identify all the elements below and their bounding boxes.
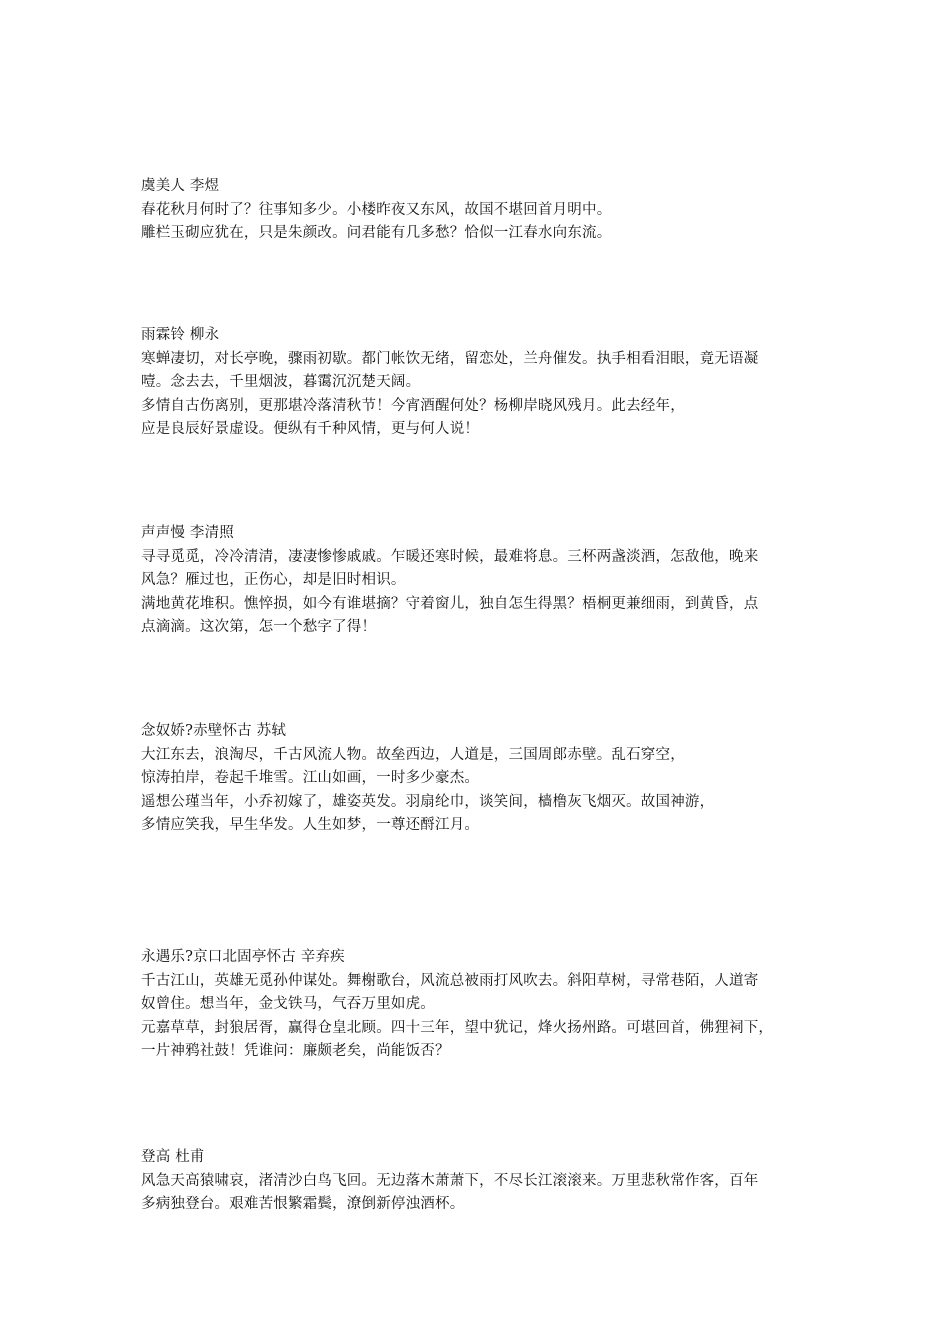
poem-line: 满地黄花堆积。憔悴损，如今有谁堪摘？守着窗儿，独自怎生得黑？梧桐更兼细雨，到黄昏，点 [141,595,759,612]
poem-block [141,1146,813,1217]
poem-title: 雨霖铃 柳永 [141,327,220,343]
poem-line: 遥想公瑾当年，小乔初嫁了，雄姿英发。羽扇纶巾，谈笑间，樯橹灰飞烟灭。故国神游， [141,793,715,810]
poem-line: 惊涛拍岸，卷起千堆雪。江山如画，一时多少豪杰。 [141,770,480,786]
poem-line: 风急？雁过也，正伤心，却是旧时相识。 [141,572,406,588]
document-page [141,0,813,1344]
poem-line: 点滴滴。这次第，怎一个愁字了得！ [141,619,377,635]
poem-line: 雕栏玉砌应犹在，只是朱颜改。问君能有几多愁？恰似一江春水向东流。 [141,225,612,241]
poem-line: 元嘉草草，封狼居胥，赢得仓皇北顾。四十三年，望中犹记，烽火扬州路。可堪回首，佛狸祠下， [141,1019,774,1036]
poem-line: 寒蝉凄切，对长亭晚，骤雨初歇。都门帐饮无绪，留恋处，兰舟催发。执手相看泪眼，竟无语凝 [141,350,759,367]
poem-block [141,946,813,1064]
poem-title: 永遇乐?京口北固亭怀古 辛弃疾 [141,949,345,965]
poem-block [141,175,813,246]
poem-block [141,720,813,838]
poem-title: 登高 杜甫 [141,1149,205,1165]
poem-line: 奴曾住。想当年，金戈铁马，气吞万里如虎。 [141,996,435,1012]
poem-line: 千古江山，英雄无觅孙仲谋处。舞榭歌台，风流总被雨打风吹去。斜阳草树，寻常巷陌，人道寄 [141,972,759,989]
poem-line: 多病独登台。艰难苦恨繁霜鬓，潦倒新停浊酒杯。 [141,1196,465,1212]
poem-line: 风急天高猿啸哀，渚清沙白鸟飞回。无边落木萧萧下，不尽长江滚滚来。万里悲秋常作客，百年 [141,1172,759,1189]
poem-block [141,522,813,640]
poem-line: 噎。念去去，千里烟波，暮霭沉沉楚天阔。 [141,374,421,390]
poem-block [141,324,813,442]
poem-line: 一片神鸦社鼓！凭谁问：廉颇老矣，尚能饭否？ [141,1043,450,1059]
poem-line: 春花秋月何时了？往事知多少。小楼昨夜又东风，故国不堪回首月明中。 [141,201,612,218]
poem-line: 寻寻觅觅，冷冷清清，凄凄惨惨戚戚。乍暖还寒时候，最难将息。三杯两盏淡酒，怎敌他，晚来 [141,548,759,565]
poem-title: 声声慢 李清照 [141,525,235,541]
poem-title: 虞美人 李煜 [141,178,220,194]
poem-title: 念奴娇?赤壁怀古 苏轼 [141,723,287,739]
poem-line: 大江东去，浪淘尽，千古风流人物。故垒西边，人道是，三国周郎赤壁。乱石穿空， [141,746,685,763]
poem-line: 多情应笑我，早生华发。人生如梦，一尊还酹江月。 [141,817,480,833]
poem-line: 多情自古伤离别，更那堪冷落清秋节！今宵酒醒何处？杨柳岸晓风残月。此去经年， [141,397,685,414]
poem-line: 应是良辰好景虚设。便纵有千种风情，更与何人说！ [141,421,480,437]
